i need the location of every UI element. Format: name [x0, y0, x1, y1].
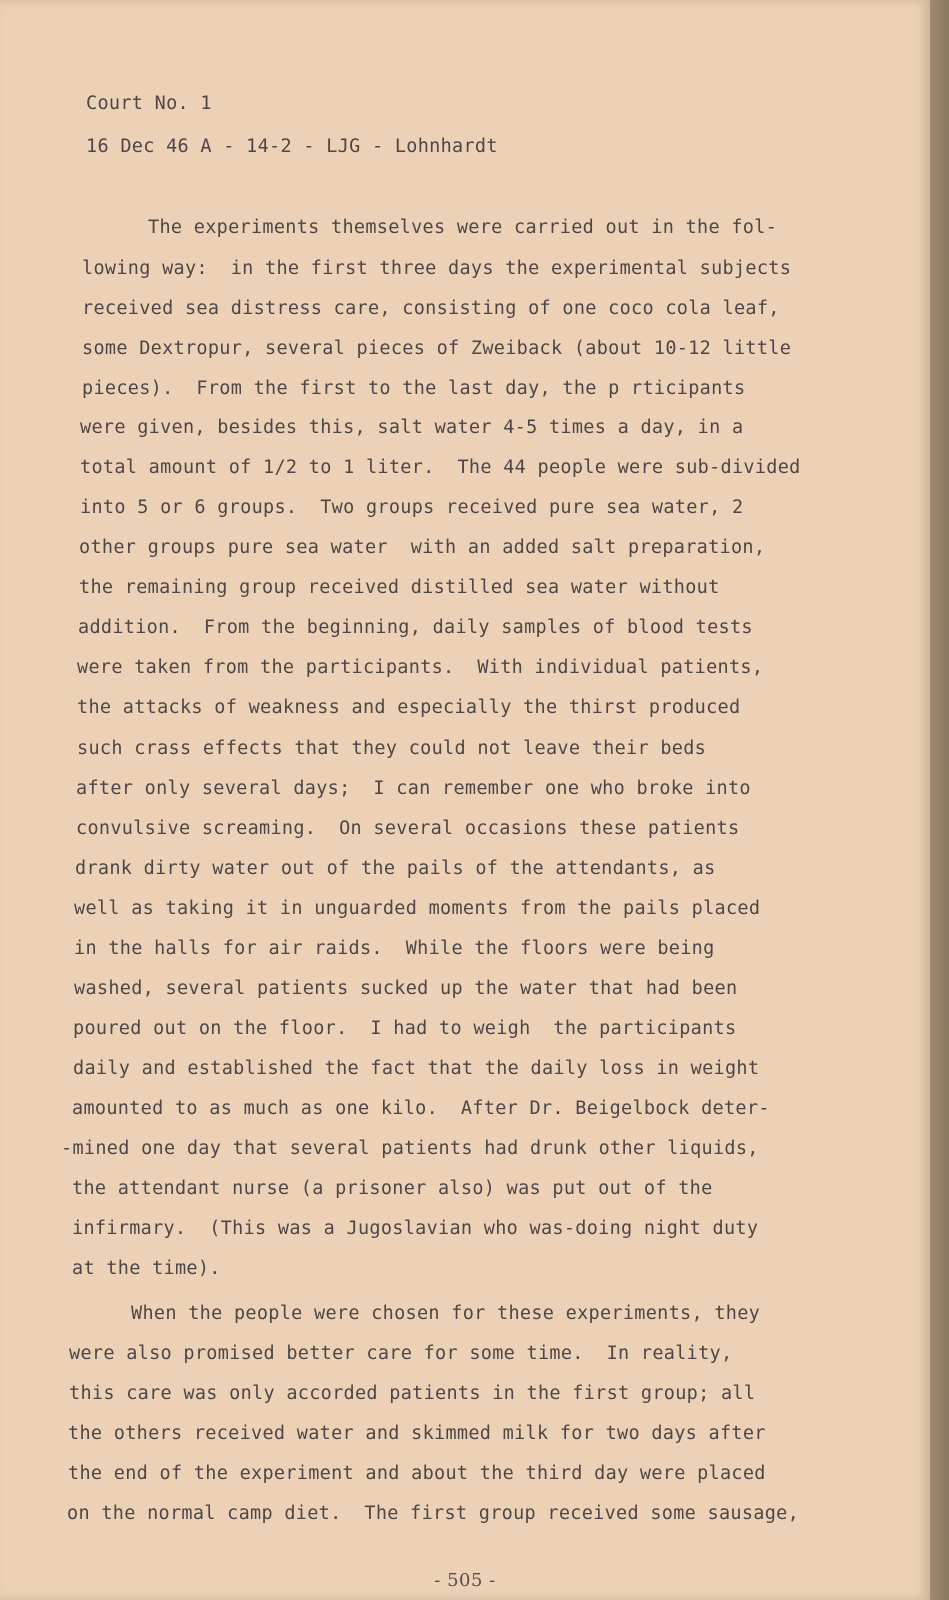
text-line: the remaining group received distilled sea water without: [79, 577, 720, 598]
text-line: addition. From the beginning, daily samples of blood tests: [78, 617, 753, 638]
text-line: washed, several patients sucked up the water that had been: [74, 978, 738, 999]
text-line: other groups pure sea water with an added salt preparation,: [79, 537, 766, 558]
text-line: at the time).: [72, 1258, 221, 1279]
text-line: such crass effects that they could not leave their beds: [77, 738, 707, 759]
text-line: well as taking it in unguarded moments from the pails placed: [74, 898, 761, 919]
text-line: total amount of 1/2 to 1 liter. The 44 people were sub-divided: [80, 457, 801, 478]
page-edge-shadow: [930, 0, 949, 1600]
text-line: were taken from the participants. With individual patients,: [77, 657, 764, 678]
text-line: drank dirty water out of the pails of the attendants, as: [75, 858, 716, 879]
text-line: poured out on the floor. I had to weigh the participants: [73, 1018, 737, 1039]
page-number: - 505 -: [434, 1570, 496, 1591]
text-line: into 5 or 6 groups. Two groups received pure sea water, 2: [80, 497, 744, 518]
text-line: were also promised better care for some time. In reality,: [69, 1343, 733, 1364]
text-line: this care was only accorded patients in the first group; all: [69, 1383, 756, 1404]
text-line: the others received water and skimmed milk for two days after: [68, 1423, 766, 1444]
text-line: The experiments themselves were carried out in the fol-: [148, 217, 778, 238]
text-line: on the normal camp diet. The first group received some sausage,: [67, 1503, 800, 1524]
text-line: after only several days; I can remember one who broke into: [76, 778, 751, 799]
text-line: received sea distress care, consisting of one coco cola leaf,: [82, 298, 780, 319]
text-line: When the people were chosen for these experiments, they: [131, 1303, 761, 1324]
text-line: daily and established the fact that the daily loss in weight: [73, 1058, 760, 1079]
text-line: pieces). From the first to the last day, the p rticipants: [82, 378, 746, 399]
page-footer: [0, 1570, 930, 1591]
text-line: infirmary. (This was a Jugoslavian who was-doing night duty: [72, 1218, 759, 1239]
text-line: -mined one day that several patients had drunk other liquids,: [61, 1138, 759, 1159]
text-line: convulsive screaming. On several occasions these patients: [76, 818, 740, 839]
court-heading: Court No. 1: [86, 93, 212, 114]
transcript-reference: 16 Dec 46 A - 14-2 - LJG - Lohnhardt: [86, 136, 498, 157]
text-line: the end of the experiment and about the third day were placed: [68, 1463, 766, 1484]
text-line: the attacks of weakness and especially the thirst produced: [77, 697, 741, 718]
text-line: some Dextropur, several pieces of Zweiback (about 10-12 little: [82, 338, 792, 359]
text-line: the attendant nurse (a prisoner also) was put out of the: [72, 1178, 713, 1199]
text-line: amounted to as much as one kilo. After Dr. Beigelbock deter-: [72, 1098, 770, 1119]
text-line: were given, besides this, salt water 4-5 times a day, in a: [80, 417, 744, 438]
text-line: lowing way: in the first three days the experimental subjects: [82, 258, 792, 279]
text-line: in the halls for air raids. While the floors were being: [74, 938, 715, 959]
